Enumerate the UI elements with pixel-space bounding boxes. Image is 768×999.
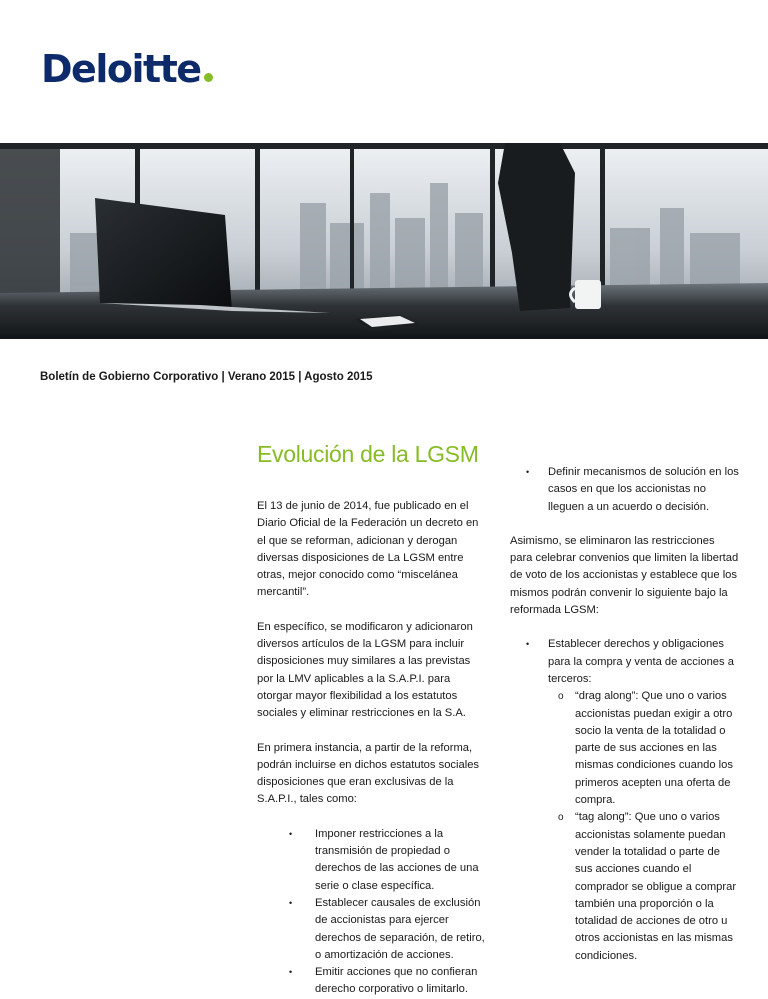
deloitte-logo [41,47,213,91]
paragraph: En específico, se modificaron y adicionaron diversos artículos de la LGSM para incluir disposiciones muy similares a las previstas por la LMV aplicables a la S.A.P.I. para otorgar mayor flexibilidad a los estatutos sociales y eliminar restricciones en la S.A. [257,620,473,720]
logo-dot [204,73,213,82]
article-title: Evolución de la LGSM [257,441,479,467]
bulletin-header: Boletín de Gobierno Corporativo | Verano 2015 | Agosto 2015 [40,371,373,383]
bullet-list [510,464,740,516]
list-item [289,895,487,964]
list-item-text: Definir mecanismos de solución en los casos en que los accionistas no lleguen a un acuerdo o decisión. [548,466,739,513]
sub-list-item-text: “drag along”: Que uno o varios accionistas puedan exigir a otro socio la venta de la totalidad o parte de sus acciones en las mismas condiciones cuando los primeros acepten una oferta de compra. [575,690,733,807]
list-item-text: Imponer restricciones a la transmisión de propiedad o derechos de las acciones de una serie o clase específica. [315,827,479,892]
column-right [510,464,740,965]
circle-bullet-icon: o [558,691,564,703]
sub-list [548,688,740,965]
hero-image [0,143,768,339]
column-left [257,498,487,999]
sub-list-item [558,809,740,965]
list-item-text: Establecer causales de exclusión de accionistas para ejercer derechos de separación, de retiro, o amortización de acciones. [315,896,485,961]
list-item [526,464,740,516]
bullet-icon: • [289,967,293,978]
logo-text: Deloitte [41,47,201,91]
circle-bullet-icon: o [558,812,564,824]
bullet-icon: • [289,897,293,908]
list-item [289,826,487,895]
paragraph: En primera instancia, a partir de la reforma, podrán incluirse en dichos estatutos sociales disposiciones que eran exclusivas de la S.A.P.I., tales como: [257,741,480,806]
sub-list-item-text: “tag along”: Que uno o varios accionistas solamente puedan vender la totalidad o parte de sus acciones cuando el comprador se obligue a comprar también una proporción o la totalidad de acciones de otro u otros accionistas en las mismas condiciones. [575,811,737,962]
list-item-text: Establecer derechos y obligaciones para la compra y venta de acciones a terceros: [548,638,734,685]
bullet-icon: • [526,467,530,477]
sub-list-item [558,688,740,809]
paragraph: El 13 de junio de 2014, fue publicado en el Diario Oficial de la Federación un decreto en el que se reforman, adicionan y derogan diversas disposiciones de La LGSM entre otras, mejor conocido como “miscelánea mercantil”. [257,500,479,599]
list-item [526,636,740,965]
bullet-icon: • [526,639,530,650]
paragraph: Asimismo, se eliminaron las restricciones para celebrar convenios que limiten la libertad de voto de los accionistas y establece que los mismos podrán convenir lo siguiente bajo la reformada LGSM: [510,534,739,617]
bullet-list [257,826,487,999]
list-item-text: Emitir acciones que no confieran derecho corporativo o limitarlo. [315,966,478,996]
bullet-list [510,636,740,965]
bullet-icon: • [289,828,293,839]
